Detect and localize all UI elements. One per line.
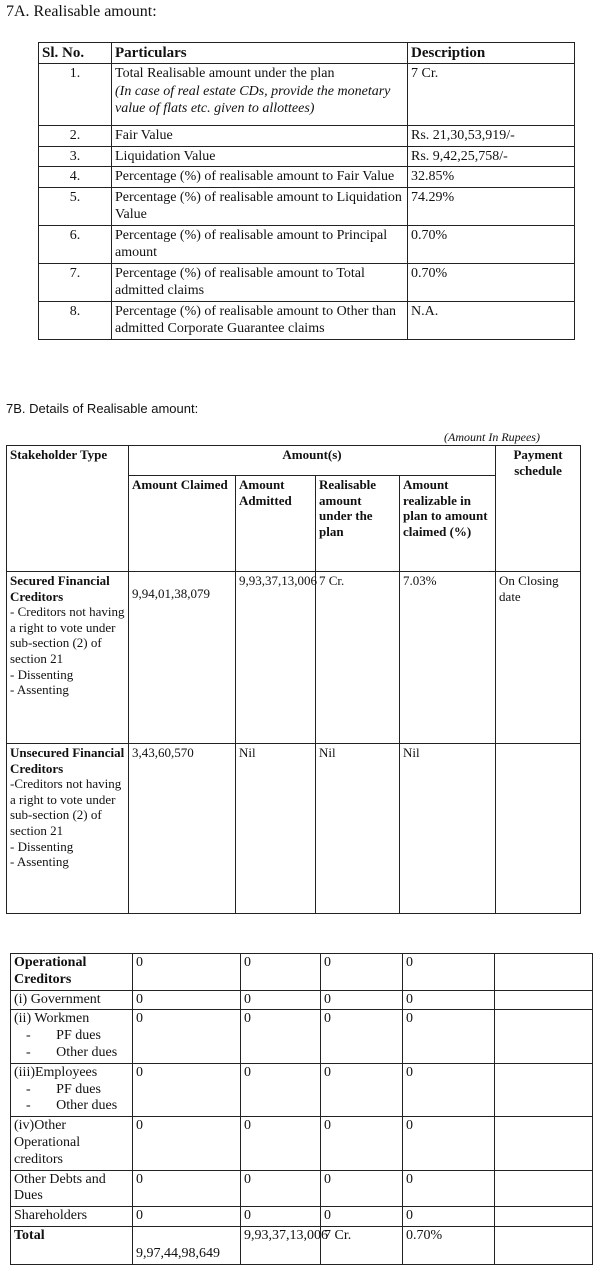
- row-payment: [495, 954, 593, 991]
- table-row: [11, 990, 593, 1010]
- row-realisable: 0: [321, 1117, 403, 1170]
- unsecured-title: Unsecured Financial Creditors: [10, 745, 125, 776]
- row-label: (i) Government: [11, 990, 133, 1010]
- secured-stakeholder: [7, 572, 129, 744]
- row-sub-other-text: Other dues: [56, 1098, 118, 1114]
- table-row: [11, 1063, 593, 1116]
- secured-admitted: 9,93,37,13,006: [236, 572, 316, 744]
- secured-payment: On Closing date: [496, 572, 581, 744]
- unsecured-realisable: Nil: [316, 744, 400, 914]
- unsecured-stakeholder: [7, 744, 129, 914]
- unsecured-sub-assenting: - Assenting: [10, 854, 69, 870]
- total-percent: 0.70%: [403, 1226, 495, 1264]
- row-no: 1.: [39, 64, 112, 126]
- row-label-main: (ii) Workmen: [14, 1011, 90, 1027]
- header-realizable-percent: Amount realizable in plan to amount claimed (%): [400, 476, 496, 572]
- table-row: [39, 225, 575, 263]
- row-payment: [495, 1117, 593, 1170]
- unsecured-percent: Nil: [400, 744, 496, 914]
- row-claimed: 0: [133, 1207, 241, 1227]
- row-admitted: 0: [241, 1117, 321, 1170]
- header-amounts: Amount(s): [129, 446, 496, 476]
- row-sub-other: - Other dues: [26, 1098, 118, 1114]
- row-particulars: Percentage (%) of realisable amount to Total admitted claims: [112, 263, 408, 301]
- row-claimed: 0: [133, 1170, 241, 1207]
- row-sub-other: - Other dues: [26, 1044, 118, 1060]
- row-percent: 0: [403, 1063, 495, 1116]
- row-payment: [495, 1010, 593, 1063]
- row-value: 32.85%: [408, 167, 575, 188]
- realisable-details-table: [6, 445, 581, 914]
- table-row: [11, 1010, 593, 1063]
- row-label: (iv)Other Operational creditors: [11, 1117, 133, 1170]
- header-amount-claimed: Amount Claimed: [129, 476, 236, 572]
- total-claimed: 9,97,44,98,649: [133, 1226, 241, 1264]
- row-no: 8.: [39, 301, 112, 339]
- row-no: 6.: [39, 225, 112, 263]
- unsecured-payment: [496, 744, 581, 914]
- row-payment: [495, 1170, 593, 1207]
- row-percent: 0: [403, 954, 495, 991]
- row-particulars: Liquidation Value: [112, 146, 408, 167]
- table-row: [11, 1207, 593, 1227]
- row-claimed: 0: [133, 954, 241, 991]
- row-payment: [495, 990, 593, 1010]
- row-percent: 0: [403, 1170, 495, 1207]
- row-label: Operational Creditors: [11, 954, 133, 991]
- table-header-row: [7, 446, 581, 476]
- header-stakeholder-type: Stakeholder Type: [7, 446, 129, 572]
- row-sub-pf-text: PF dues: [56, 1081, 101, 1097]
- row-claimed: 0: [133, 1063, 241, 1116]
- row-percent: 0: [403, 990, 495, 1010]
- header-description: Description: [408, 43, 575, 64]
- table-row: [11, 1117, 593, 1170]
- row-realisable: 0: [321, 1010, 403, 1063]
- row-particulars: Percentage (%) of realisable amount to Other than admitted Corporate Guarantee claims: [112, 301, 408, 339]
- row-realisable: 0: [321, 1207, 403, 1227]
- row-label: [11, 1010, 133, 1063]
- unsecured-claimed: 3,43,60,570: [129, 744, 236, 914]
- row-payment: [495, 1063, 593, 1116]
- row-no: 3.: [39, 146, 112, 167]
- row-particulars: Percentage (%) of realisable amount to Fair Value: [112, 167, 408, 188]
- section-7a-heading: 7A. Realisable amount:: [6, 3, 157, 20]
- row-value: 0.70%: [408, 225, 575, 263]
- row-particulars: Fair Value: [112, 126, 408, 147]
- row-claimed: 0: [133, 990, 241, 1010]
- row-no: 2.: [39, 126, 112, 147]
- table-row: [39, 301, 575, 339]
- header-particulars: Particulars: [112, 43, 408, 64]
- secured-sub-assenting: - Assenting: [10, 682, 69, 698]
- table-row: [39, 263, 575, 301]
- row-value: 74.29%: [408, 187, 575, 225]
- row-particulars: [112, 64, 408, 126]
- row-payment: [495, 1207, 593, 1227]
- table-row: [39, 187, 575, 225]
- operational-creditors-table: [10, 953, 593, 1265]
- table-row: [39, 126, 575, 147]
- row-particulars: Percentage (%) of realisable amount to Principal amount: [112, 225, 408, 263]
- table-row: [11, 954, 593, 991]
- row-admitted: 0: [241, 1010, 321, 1063]
- header-amount-admitted: Amount Admitted: [236, 476, 316, 572]
- row-value: Rs. 9,42,25,758/-: [408, 146, 575, 167]
- row-value: 0.70%: [408, 263, 575, 301]
- row-admitted: 0: [241, 1207, 321, 1227]
- table-header-row: [39, 43, 575, 64]
- row-label: Shareholders: [11, 1207, 133, 1227]
- row-sub-pf: - PF dues: [26, 1028, 101, 1044]
- row-sub-pf: - PF dues: [26, 1081, 101, 1097]
- secured-percent: 7.03%: [400, 572, 496, 744]
- row-particulars-text: Total Realisable amount under the plan: [115, 66, 335, 81]
- total-admitted: 9,93,37,13,006: [241, 1226, 321, 1264]
- unsecured-sub-nonvoting: -Creditors not having a right to vote under sub-section (2) of section 21: [10, 776, 122, 838]
- row-label: [11, 1063, 133, 1116]
- row-percent: 0: [403, 1010, 495, 1063]
- table-row: [39, 146, 575, 167]
- realisable-amount-table: [38, 42, 575, 340]
- secured-sub-nonvoting: - Creditors not having a right to vote under sub-section (2) of section 21: [10, 604, 125, 666]
- row-value: 7 Cr.: [408, 64, 575, 126]
- secured-title: Secured Financial Creditors: [10, 573, 110, 604]
- row-value: Rs. 21,30,53,919/-: [408, 126, 575, 147]
- table-row: [11, 1170, 593, 1207]
- total-label: Total: [11, 1226, 133, 1264]
- row-admitted: 0: [241, 954, 321, 991]
- row-no: 7.: [39, 263, 112, 301]
- row-admitted: 0: [241, 990, 321, 1010]
- row-realisable: 0: [321, 954, 403, 991]
- row-sub-pf-text: PF dues: [56, 1028, 101, 1044]
- row-value: N.A.: [408, 301, 575, 339]
- row-realisable: 0: [321, 1170, 403, 1207]
- table-row-total: [11, 1226, 593, 1264]
- table-row: [39, 167, 575, 188]
- secured-realisable: 7 Cr.: [316, 572, 400, 744]
- amount-unit-note: (Amount In Rupees): [444, 430, 540, 444]
- header-payment-schedule: Payment schedule: [496, 446, 581, 572]
- row-particulars: Percentage (%) of realisable amount to Liquidation Value: [112, 187, 408, 225]
- row-percent: 0: [403, 1117, 495, 1170]
- section-7b-heading: 7B. Details of Realisable amount:: [6, 401, 199, 416]
- row-no: 4.: [39, 167, 112, 188]
- table-row-unsecured: [7, 744, 581, 914]
- table-row: [39, 64, 575, 126]
- header-sl-no: Sl. No.: [39, 43, 112, 64]
- row-sub-other-text: Other dues: [56, 1044, 118, 1060]
- secured-claimed: 9,94,01,38,079: [129, 572, 236, 744]
- header-realisable-amount: Realisable amount under the plan: [316, 476, 400, 572]
- table-row-secured: [7, 572, 581, 744]
- secured-sub-dissenting: - Dissenting: [10, 666, 74, 682]
- total-realisable: 7 Cr.: [321, 1226, 403, 1264]
- row-admitted: 0: [241, 1170, 321, 1207]
- row-label: Other Debts and Dues: [11, 1170, 133, 1207]
- row-claimed: 0: [133, 1010, 241, 1063]
- total-payment: [495, 1226, 593, 1264]
- row-admitted: 0: [241, 1063, 321, 1116]
- unsecured-admitted: Nil: [236, 744, 316, 914]
- row-realisable: 0: [321, 1063, 403, 1116]
- row-particulars-note: (In case of real estate CDs, provide the monetary value of flats etc. given to allottees): [115, 83, 391, 116]
- row-percent: 0: [403, 1207, 495, 1227]
- unsecured-sub-dissenting: - Dissenting: [10, 838, 74, 854]
- row-label-main: (iii)Employees: [14, 1064, 98, 1080]
- row-claimed: 0: [133, 1117, 241, 1170]
- row-realisable: 0: [321, 990, 403, 1010]
- row-no: 5.: [39, 187, 112, 225]
